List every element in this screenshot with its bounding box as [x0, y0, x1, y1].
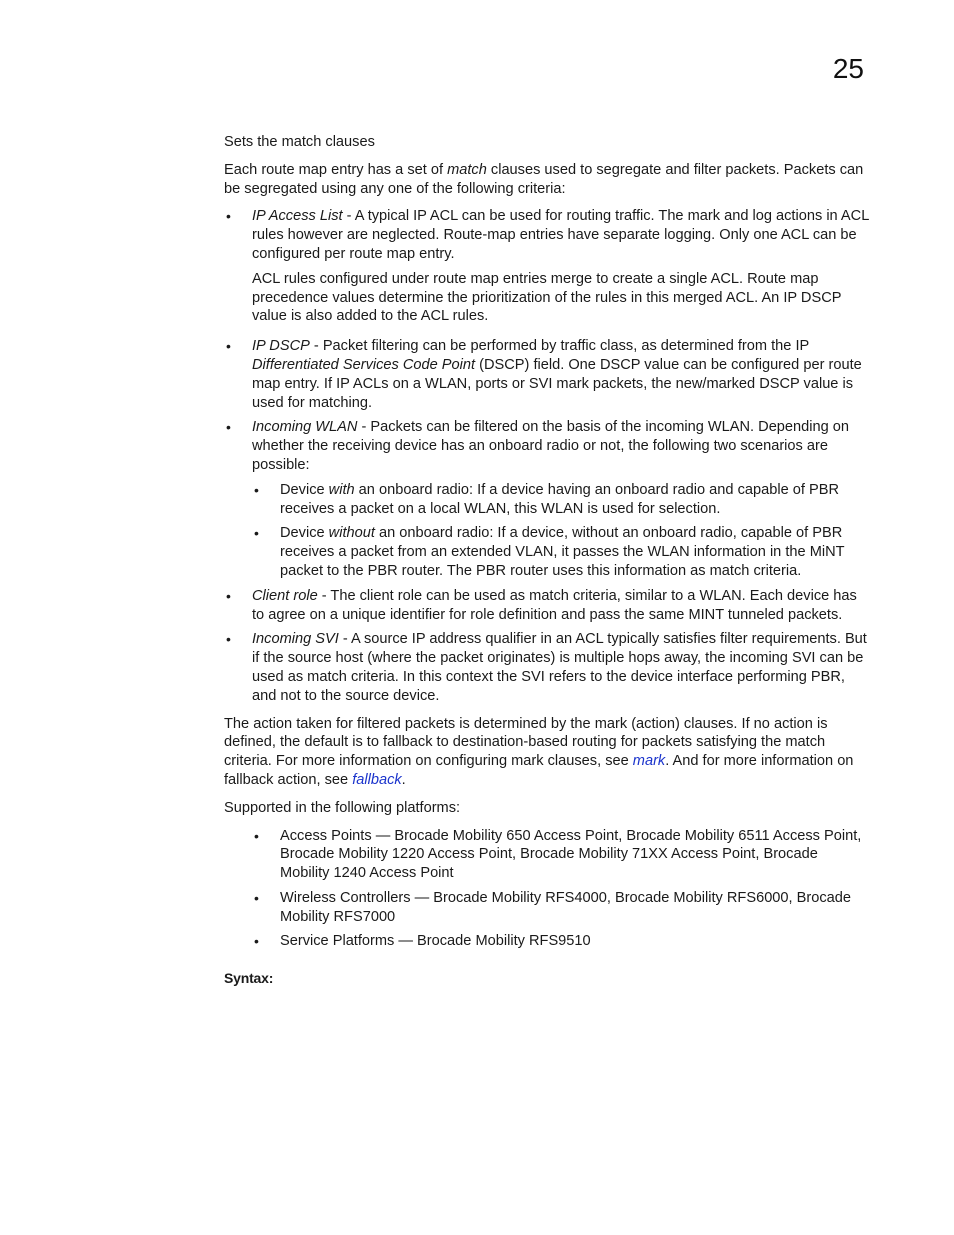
action-text-end: .	[401, 771, 406, 788]
platform-wireless-controllers: • Wireless Controllers — Brocade Mobility RFS4000, Brocade Mobility RFS6000, Brocade Mobility RFS7000	[224, 889, 870, 927]
criteria-list	[224, 207, 870, 705]
acl-note: ACL rules configured under route map entries merge to create a single ACL. Route map precedence values determine the prioritization of the rules in this merged ACL. An IP DSCP value is also added to the ACL rules.	[252, 270, 842, 325]
sub-item-text-rest: an onboard radio: If a device having an onboard radio and capable of PBR receives a packet on a local WLAN, this WLAN is used for selection.	[280, 481, 839, 517]
chapter-number: 25	[832, 53, 864, 84]
list-item-text: - A source IP address qualifier in an ACL typically satisfies filter requirements. But if the source host (where the packet originates) is multiple hops away, the incoming SVI can be used as match criteria. In this context the SVI refers to the device interface performing PBR, and not to the source device.	[252, 631, 867, 704]
dscp-emphasis: Differentiated Services Code Point	[252, 356, 476, 373]
intro-text: Each route map entry has a set of	[224, 161, 448, 178]
platform-service-platforms: • Service Platforms — Brocade Mobility RFS9510	[224, 932, 870, 951]
sub-item-without-radio	[224, 524, 870, 580]
list-item-text-rest: (DSCP) field. One DSCP value can be configured per route map entry. If IP ACLs on a WLAN, ports or SVI mark packets, the new/marked DSCP value is used for matching.	[252, 356, 862, 411]
list-item-incoming-wlan	[224, 418, 870, 474]
intro-emphasis: match	[447, 161, 487, 178]
list-item-ip-access-list	[224, 207, 870, 263]
term-ip-dscp: IP DSCP	[252, 338, 310, 355]
platforms-intro: Supported in the following platforms:	[224, 799, 461, 816]
list-item-text: - The client role can be used as match criteria, similar to a WLAN. Each device has to agree on a unique identifier for role definition and pass the same MINT tunneled packets.	[252, 587, 857, 623]
action-text-middle: . And for more information on fallback action, see	[224, 753, 854, 788]
action-text: The action taken for filtered packets is determined by the mark (action) clauses. If no action is defined, the default is to fallback to destination-based routing for packets satisfying the match criteria. For more information on configuring mark clauses, see	[224, 715, 828, 770]
list-item-incoming-svi	[224, 630, 870, 705]
intro-paragraph	[224, 161, 870, 199]
intro-text-rest: clauses used to segregate and filter packets. Packets can be segregated using any one of the following criteria:	[224, 161, 864, 197]
syntax-heading: Syntax:	[224, 970, 274, 987]
page-content	[224, 133, 870, 988]
sub-item-emphasis: with	[328, 481, 355, 498]
term-client-role: Client role	[252, 587, 318, 604]
list-item-text: - A typical IP ACL can be used for routing traffic. The mark and log actions in ACL rules however are neglected. Route-map entries have separate logging. Only one ACL can be configured per route map entry.	[252, 208, 869, 262]
list-item-text: - Packet filtering can be performed by traffic class, as determined from the IP	[309, 338, 809, 355]
term-incoming-wlan: Incoming WLAN	[252, 419, 358, 436]
platforms-list	[224, 827, 870, 952]
list-item-ip-dscp	[224, 337, 870, 412]
mark-link[interactable]: mark	[632, 753, 666, 770]
sub-item-text: Device	[280, 481, 329, 498]
action-paragraph	[224, 715, 870, 790]
sub-item-with-radio	[224, 481, 870, 519]
term-incoming-svi: Incoming SVI	[252, 631, 339, 648]
term-ip-access-list: IP Access List	[252, 208, 343, 225]
sub-item-text-rest: an onboard radio: If a device, without an onboard radio, capable of PBR receives a packet from an extended VLAN, it passes the WLAN information in the MiNT packet to the PBR router. The PBR router uses this information as match criteria.	[280, 525, 845, 579]
fallback-link[interactable]: fallback	[352, 771, 402, 788]
section-heading: Sets the match clauses	[224, 134, 375, 150]
list-item-text: - Packets can be filtered on the basis of the incoming WLAN. Depending on whether the receiving device has an onboard radio or not, the following two scenarios are possible:	[252, 419, 850, 473]
sub-item-emphasis: without	[328, 525, 375, 542]
platform-access-points: • Access Points — Brocade Mobility 650 Access Point, Brocade Mobility 6511 Access Point, Brocade Mobility 1220 Access Point, Brocade Mobility 71XX Access Point, Brocade Mobility 1240 Access Point	[224, 827, 870, 883]
sub-item-text: Device	[280, 525, 329, 542]
list-item-client-role	[224, 587, 870, 625]
